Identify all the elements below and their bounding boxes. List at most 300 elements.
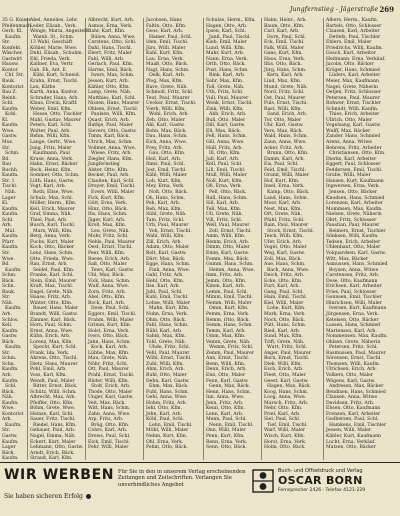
advertisement xyxy=(0,462,400,516)
directory-entry: Emm, Karl, Gastw. xyxy=(206,250,250,256)
directory-entry: Fell, Hans, Schm. xyxy=(206,134,247,140)
directory-entry: Lüth, Hans, Gastw. xyxy=(30,178,75,184)
directory-entry: Ohlsen, Grete, Näherin xyxy=(326,339,381,345)
directory-entry: Kl. xyxy=(2,201,9,207)
directory-entry: Lucht, Erna, Verkäuf. xyxy=(326,439,376,445)
directory-entry: Jürs, Willi, Maler xyxy=(146,45,186,51)
directory-entry: Gonnsen, Emil, Tischler xyxy=(326,295,382,301)
directory-entry: Kohl. xyxy=(5,112,17,118)
directory-entry: Reimers, Ernst, Tischler xyxy=(329,228,386,234)
directory-entry: Otto, Frieda, Wwe. xyxy=(30,256,75,262)
directory-entry: Vogel, Otto, Maler xyxy=(264,245,307,251)
directory-entry: Umm, Max, Kfm. xyxy=(206,334,246,340)
directory-entry: Jungfernstieg xyxy=(88,162,120,168)
directory-entry: Wahl, Willi, Kfm. xyxy=(146,234,185,240)
directory-entry: Ebsen, Otto, Kaufmann xyxy=(326,406,381,412)
directory-entry: Bendixen, Hans, Schmied xyxy=(326,389,386,395)
ad-tagline xyxy=(4,493,91,500)
directory-entry: Kaufm. xyxy=(2,400,19,406)
directory-entry: Volquardsen, Karl, Gastw. xyxy=(326,250,387,256)
directory-entry: Petersen, Fritz, Schl. xyxy=(329,345,378,351)
directory-entry: Kaufm. xyxy=(5,34,22,40)
directory-entry: Schl. xyxy=(5,384,17,390)
directory-entry: Thomsen, Willi, Kaufm. xyxy=(326,361,381,367)
directory-entry: Geest, Karl, Gastw. xyxy=(264,378,309,384)
directory-entry: Bd. xyxy=(2,156,10,162)
directory-entry: Dietz, Hans, Maurer xyxy=(30,361,78,367)
directory-entry: Bock, Karl, Arb. xyxy=(88,300,126,306)
directory-entry: Sauer, Fritz, Tischl. xyxy=(30,417,76,423)
directory-entry: Näh. xyxy=(2,395,14,401)
directory-entry: Voh, Ernst, Tischl. xyxy=(149,228,192,234)
directory-entry: Gastw. xyxy=(2,134,18,140)
directory-entry: Nuhn, Erna, Verk. xyxy=(146,311,189,317)
directory-entry: Wendt, Paul, Maler xyxy=(30,378,75,384)
directory-entry: Str. xyxy=(2,350,11,356)
directory-entry: Schm. xyxy=(2,273,17,279)
directory-entry: Ohl, Erna, Verk. xyxy=(146,439,184,445)
directory-entry: Engel, Grete, Näh. xyxy=(30,289,74,295)
directory-entry: Grund, Willi, Maler xyxy=(264,173,309,179)
directory-entry: Kaufm. xyxy=(2,106,19,112)
directory-entry: Lorenz, Max, Kfm. xyxy=(30,339,73,345)
directory-entry: Gahl, Fritz, Arb. xyxy=(146,273,184,279)
directory-entry: Frenzen, Karl, Arbeiter xyxy=(326,411,381,417)
directory-entry: Claasen, Karl, Arbeiter xyxy=(326,29,380,35)
directory-entry: Hemm, Anna, Wwe. xyxy=(209,267,256,273)
directory-entry: Arb. xyxy=(2,417,12,423)
directory-entry: Mühl, Willi, Maler xyxy=(146,428,189,434)
directory-entry: Gött, Erna, Verk. xyxy=(88,201,128,207)
company-name: OSCAR BORN xyxy=(278,474,363,487)
directory-entry: Dose, Paul, Schl. xyxy=(91,306,131,312)
directory-entry: Zimmer, Karl, Bäck. xyxy=(30,317,77,323)
directory-entry: Iwers, Max, Schm. xyxy=(91,73,135,79)
directory-entry: Lau, Erna, Verk. xyxy=(146,56,184,62)
directory-entry: Kruse, Anna, Verk. xyxy=(30,156,74,162)
directory-entry: Bülow, Anna, Wwe. xyxy=(91,34,136,40)
directory-entry: Wiese, Fritz, Arb. xyxy=(91,151,132,157)
directory-entry: Sommer, Otto, Schm. xyxy=(30,173,80,179)
directory-entry: Tews, Karl, Gastw. xyxy=(91,267,134,273)
directory-entry: Pahl, Hans, Schm. xyxy=(146,323,189,329)
directory-entry: Bolt, Karl, Gastw. xyxy=(146,250,187,256)
directory-entry: Schn. xyxy=(2,284,16,290)
directory-entry: Lohse, Willi, Maler xyxy=(146,300,191,306)
directory-entry: 35 G. Kniesc xyxy=(2,18,32,23)
directory-entry: Nenn, Emil, Tischl. xyxy=(209,422,254,428)
directory-entry: Ahl, Karl, Gastw. xyxy=(146,123,185,129)
directory-entry: Eckert, Kurt, Maler xyxy=(30,439,76,445)
directory-entry: Rühl, Karl, Arb. xyxy=(146,328,183,334)
page-header xyxy=(290,4,394,16)
directory-entry: Jacobs, Otto, Bäcker xyxy=(326,62,374,68)
directory-entry: Krahn, Ernst, Tischl. xyxy=(30,79,79,85)
directory-entry: Egge, Hans, Schm. xyxy=(146,262,191,268)
directory-entry: Wulff, Max, Bäcker xyxy=(326,128,371,134)
directory-entry: Hinrichsen, Willi, Maler xyxy=(326,300,382,306)
directory-entry: Detlefs, Paul, Tischler xyxy=(329,34,381,40)
directory-entry: Teich, Willi, Kfm. xyxy=(264,234,304,240)
directory-entry: Semm, Hans, Schm. xyxy=(206,323,253,329)
directory-entry: Schm. xyxy=(5,151,20,157)
directory-entry: Kaufm. xyxy=(5,422,22,428)
directory-entry: Loh, Kurt, Kfm. xyxy=(146,178,182,184)
directory-entry: Ivers, Otto, Bäck. xyxy=(88,334,129,340)
directory-entry: Vollmer, Anna, Wwe. xyxy=(88,145,137,151)
directory-entry: Fick, Kurt, Kfm. xyxy=(88,195,126,201)
directory-entry: Well, Paul, Maurer xyxy=(206,223,250,229)
directory-entry: Vers, Max, Bäck. xyxy=(264,128,303,134)
directory-entry: Wwe. xyxy=(2,256,15,262)
ad-tagline-text: Sie haben sicheren Erfolg xyxy=(4,493,83,500)
directory-entry: Kontorist xyxy=(2,84,24,90)
directory-entry: Ecke, Otto, Kfm. xyxy=(264,278,303,284)
directory-entry: Sahm, Max, Kfm. xyxy=(146,334,187,340)
directory-entry: Kröger, Hans, Schmied xyxy=(326,67,380,73)
directory-entry: Hansen, Kurt, Kaufmann xyxy=(326,178,384,184)
directory-entry: Tam, Fritz, Schl. xyxy=(146,217,185,223)
directory-entry: Zoll, Max, Bäck. xyxy=(264,256,302,262)
directory-entry: Andresen, Max, Bäcker xyxy=(329,384,384,390)
page-number: 269 xyxy=(379,5,394,14)
directory-entry: Fries, Paul, Schlosser xyxy=(326,289,377,295)
directory-entry: Rau, Ernst, Arb. xyxy=(30,262,68,268)
directory-entry: Horn, Paul, Schm. xyxy=(30,323,73,329)
directory-entry: Nagl, Hans, Schm. xyxy=(146,67,190,73)
directory-entry: Peh, Karl, Arb. xyxy=(146,201,181,207)
directory-entry: Winter, Otto, Kfm. xyxy=(30,300,73,306)
directory-entry: Sühl, Grete, Näh. xyxy=(146,212,187,218)
directory-entry: Fenn, Karl, Gastw. xyxy=(206,378,249,384)
directory-entry: Kenn, Otto, Kfm. xyxy=(206,406,245,412)
directory-entry: Mommsen, Max, Kaufm. xyxy=(326,206,383,212)
directory-entry: Bau xyxy=(2,162,12,168)
directory-entry: Nagel, Grete, Näherin xyxy=(326,84,378,90)
directory-entry: Mus. xyxy=(2,140,14,146)
directory-entry: Peer, Willi, Kfm. xyxy=(88,250,126,256)
directory-entry: Kaufm. xyxy=(2,212,19,218)
directory-entry: Schmidt, Willi, Kaufm. xyxy=(326,106,379,112)
directory-entry: Albrecht, Max, Arb. xyxy=(30,395,76,401)
directory-entry: Goos, Karl, Arb. xyxy=(146,29,184,35)
directory-entry: Kaufm. xyxy=(2,328,19,334)
directory-entry: Dorn, Paul, Schl. xyxy=(267,34,307,40)
directory-entry: Schl. xyxy=(2,217,14,223)
directory-entry: Schmoll, Fritz, Schl. xyxy=(146,90,194,96)
directory-entry: Damm, Karl, Arb. xyxy=(264,156,305,162)
directory-entry: Gau, Otto, Kfm. xyxy=(149,151,186,157)
directory-entry: Jung, Fritz, Maler xyxy=(30,145,72,151)
directory-entry: Ehl, Frieda, Verk. xyxy=(30,56,71,62)
directory-entry: Reh, Max, Kfm. xyxy=(146,206,182,212)
directory-entry: Konfekt. xyxy=(2,45,22,51)
directory-entry: Wurt, Fritz, Schl. xyxy=(267,345,308,351)
directory-entry: Hagen, Otto, Arb. xyxy=(206,23,248,29)
directory-entry: Bartels, Otto, Schlosser xyxy=(326,23,382,29)
directory-entry: Abel, Annelies, Lehr. xyxy=(30,18,79,23)
directory-entry: Erichsen, Karl, Arbeiter xyxy=(326,284,382,290)
directory-entry: Bahr, Karl, Kfm. xyxy=(88,29,126,35)
directory-entry: Ahm, Erich, Arb. xyxy=(146,367,185,373)
directory-entry: Pehm, Otto, Bäck. xyxy=(146,445,188,451)
directory-entry: Henn, Hans, Schm. xyxy=(206,389,252,395)
directory-entry: Wald, Hans, Schm. xyxy=(264,134,308,140)
directory-entry: Lorenzen, Karl, Arbeiter xyxy=(326,201,383,207)
directory-entry: Kaufm. xyxy=(5,345,22,351)
directory-entry: Ibs, Hans, Schm. xyxy=(88,212,128,218)
directory-entry: Mohr, Fritz, Schl. xyxy=(88,234,129,240)
directory-entry: Nest, Max, Kfm. xyxy=(264,206,302,212)
directory-entry: Pfeiffer, Otto, Kfm. xyxy=(30,400,74,406)
directory-entry: Ost, Paul, Maurer xyxy=(264,95,306,101)
directory-entry: Aue, Hans, Schm. xyxy=(264,262,306,268)
directory-entry: Ingwersen, Erna, Verk. xyxy=(326,184,380,190)
directory-entry: Nord, Fritz, Schl. xyxy=(264,90,305,96)
directory-entry: Dose, Otto, Kaufmann xyxy=(326,278,378,284)
directory-entry: Hesse, Otto, Tischler xyxy=(33,112,83,118)
directory-entry: Esch, Erich, Arb. xyxy=(264,367,304,373)
directory-entry: Kiel, Willi, Maler xyxy=(264,300,304,306)
directory-entry: Zink, Willi, Kfm. xyxy=(206,106,244,112)
directory-entry: Behrens, Fritz, Arbeiter xyxy=(326,145,382,151)
directory-entry: Thies, Erich, Arbeiter xyxy=(329,112,380,118)
directory-entry: Jost, Emil, Tischl. xyxy=(146,167,187,173)
directory-entry: Oelk, Karl, Arb. xyxy=(149,73,186,79)
directory-entry: Kaufm. xyxy=(2,456,19,462)
directory-entry: Renn, Erna, Verk. xyxy=(206,439,248,445)
directory-entry: Feld, Emil, Tischl. xyxy=(264,167,306,173)
directory-entry: Cohrs, Karl, Arb. xyxy=(88,428,128,434)
directory-entry: 13 Wahl, Geschäft xyxy=(30,40,73,46)
directory-entry: Wenge, Maria, Angestellt xyxy=(30,29,90,35)
directory-entry: Gastwirt xyxy=(2,56,23,62)
directory-entry: Pust, Hans, Schm. xyxy=(206,67,249,73)
directory-entry: Godbersen, Paul, Schl. xyxy=(326,417,379,423)
directory-entry: Benn, Willi, Kfm. xyxy=(206,361,246,367)
directory-entry: Wisch, Kurt, Kfm. xyxy=(264,434,306,440)
directory-entry: Dimm, Otto, Maler xyxy=(206,245,250,251)
directory-entry: Ebert, Fritz, Maler xyxy=(88,51,132,57)
directory-entry: Urb, Paul, Maurer xyxy=(146,223,189,229)
directory-entry: Kaufm. xyxy=(5,306,22,312)
directory-entry: Haus, Erna, Verk. xyxy=(264,56,306,62)
directory-entry: Fuhl, Hans, Schm. xyxy=(146,389,189,395)
directory-entry: Pohl, Emil, Arb. xyxy=(30,367,67,373)
directory-entry: Schl. xyxy=(2,101,14,107)
directory-entry: Hahn, Ernst, Bäcker xyxy=(30,162,78,168)
directory-entry: Acker, Fritz, Arb. xyxy=(264,145,304,151)
directory-entry: Frahm, Willi, Maler xyxy=(88,317,134,323)
directory-entry: Uth, Fritz, Schl. xyxy=(206,90,244,96)
directory-entry: Ohrt, Fritz, Schlosser xyxy=(326,217,377,223)
directory-entry: Lamp, Grete, Näh. xyxy=(88,90,132,96)
directory-entry: Vogelsang, Karl, Gastw. xyxy=(326,123,381,129)
directory-entry: Bau Z. xyxy=(2,90,18,96)
directory-entry: Ill, Otto, Kfm. xyxy=(209,151,241,157)
directory-entry: Denn, Erich, Arb. xyxy=(206,367,247,373)
directory-entry: Dau, Hans, Schm. xyxy=(146,134,188,140)
directory-entry: Jenn, Fritz, Arb. xyxy=(206,400,244,406)
directory-entry: Peters, Karl, Schl. xyxy=(30,123,73,129)
directory-entry: Jäger, Karl, Arb. xyxy=(88,217,126,223)
directory-entry: Schrader, Hans, Arb. xyxy=(30,95,79,101)
directory-entry: Frank, Ida, Verk. xyxy=(30,350,70,356)
directory-column-6 xyxy=(262,18,324,460)
directory-entry: Kähler, Otto, Kfm. xyxy=(88,84,131,90)
directory-entry: Jessen, Kurt, Arb. xyxy=(88,79,130,85)
directory-entry: Toll, Grete, Näh. xyxy=(206,84,245,90)
directory-entry: Kuhl, Emil, Tischl. xyxy=(146,295,189,301)
directory-entry: Lübbe, Max, Kfm. xyxy=(88,350,130,356)
directory-entry: Eis, Paul, Schl. xyxy=(264,162,299,168)
directory-entry: Matthies, Karl, Schl. xyxy=(88,95,136,101)
directory-entry: Feddersen, Emil, Tischl. xyxy=(326,167,383,173)
directory-entry: Vemm, Grete, Näh. xyxy=(206,339,251,345)
directory-entry: Klaus, Erwin, Kraftf. xyxy=(30,101,78,107)
directory-entry: Nagel, Emma, Näh. xyxy=(30,434,76,440)
directory-entry: Veit, Max, Bäck. xyxy=(88,400,126,406)
directory-entry: Str. xyxy=(2,295,11,301)
directory-entry: Duhl, Elisab., Schuhm. xyxy=(30,51,84,57)
directory-entry: Fehr, Willi, Maler xyxy=(88,445,129,451)
directory-entry: Ulrich, Max, Schm. xyxy=(88,140,133,146)
running-head: Jungfernstieg - Jägerstraße xyxy=(290,6,379,13)
directory-entry: Paulsen, Willi, Kfm. xyxy=(91,112,137,118)
directory-entry: Nolt, Otto, Bäck. xyxy=(149,189,189,195)
directory-entry: Bauer, Hans, Maler xyxy=(33,306,79,312)
directory-entry: Furt, Karl, Arb. xyxy=(264,284,300,290)
directory-entry: Wwe. xyxy=(2,406,15,412)
directory-entry: Amm, Willi, Kfm. xyxy=(206,234,246,240)
directory-entry: Ullrich, Otto, Maler xyxy=(326,117,372,123)
directory-entry: Wemm, Fritz, Schl. xyxy=(209,345,254,351)
directory-entry: Bäck. xyxy=(2,389,15,395)
directory-entry: Imm, Fritz, Arb. xyxy=(206,273,244,279)
directory-entry: Quast, Erich, Arb. xyxy=(88,117,130,123)
directory-entry: Orth, Otto, Bäck. xyxy=(206,62,246,68)
directory-entry: Kroll, Max, Kfm. xyxy=(88,223,127,229)
directory-entry: Claußen, Karl, Schl. xyxy=(88,178,135,184)
directory-entry: Adam, Otto, Maler xyxy=(146,245,190,251)
directory-entry: Roth, Elise, Wwe. xyxy=(33,189,75,195)
directory-entry: Busch, Karl, Tischl. xyxy=(30,223,76,229)
directory-entry: Reinh. xyxy=(2,95,18,101)
directory-entry: Stein, Emil, Maurer xyxy=(30,278,77,284)
directory-entry: Nielsen, Grete, Näherin xyxy=(326,212,382,218)
directory-entry: Ohm, Otto, Bäck. xyxy=(146,317,187,323)
directory-entry: Lassen, Hans, Schmied xyxy=(326,323,381,329)
bullet-icon xyxy=(86,494,91,499)
directory-entry: Remm, Otto, Bäck. xyxy=(206,317,250,323)
directory-entry: Kaufm. xyxy=(2,367,19,373)
directory-entry: Bull, Otto, Maler xyxy=(206,117,246,123)
directory-entry: Ritter, Ernst, Bäck. xyxy=(33,384,78,390)
directory-entry: Heinze, Karl, Schl. xyxy=(30,411,74,417)
directory-entry: Dierks, Karl, Arbeiter xyxy=(326,156,377,162)
directory-entry: Noll, Kurt, Kfm. xyxy=(206,178,243,184)
directory-entry: Graf, Emma, Näh. xyxy=(30,212,72,218)
directory-entry: Arp, Fritz, Arb. xyxy=(88,417,124,423)
directory-entry: Hain, Emil, Tischl. xyxy=(264,295,308,301)
directory-entry: Str. xyxy=(2,40,11,46)
directory-entry: Evers, Willi, Maler xyxy=(91,189,135,195)
directory-entry: Str. xyxy=(2,428,11,434)
directory-entry: Martensen, Karl, Arb. xyxy=(326,328,377,334)
directory-entry: Uhr, Karl, Gastw. xyxy=(264,123,304,129)
directory-entry: Tedsen, Erich, Arbeiter xyxy=(326,239,381,245)
directory-entry: Kl. xyxy=(2,117,9,123)
ad-headline: WIR WERBEN xyxy=(4,467,115,483)
directory-entry: Eick, Emil, Tischl. xyxy=(88,439,131,445)
directory-entry: Prahl, Ernst, Tischl. xyxy=(88,373,135,378)
directory-entry: Matzen, Otto, Bäcker xyxy=(326,445,376,451)
directory-entry: Ilse, Karl, Arb. xyxy=(146,284,180,290)
directory-entry: Wulf, Anna, Wwe. xyxy=(88,284,130,290)
directory-entry: Lange, Gertr., Wwe. xyxy=(30,140,77,146)
directory-entry: Mahl, Gustav, Maurer xyxy=(30,117,81,123)
directory-entry: Hinz, Otto, Bäck. xyxy=(88,206,128,212)
directory-entry: Hamkens, Emil, Tischler xyxy=(329,422,387,428)
directory-entry: Strauß, Karl, Kfm. xyxy=(30,456,73,462)
directory-entry: Kimm, Karl, Arb. xyxy=(206,284,246,290)
directory-entry: Meier, Max, Kaufmann xyxy=(326,79,380,85)
directory-column-7 xyxy=(324,18,400,460)
directory-entry: Zell, Ernst, Tischl. xyxy=(209,228,252,234)
directory-entry: Zuhl, Willi, Kfm. xyxy=(146,361,184,367)
directory-entry: Köhler, Marie, Wwe. xyxy=(30,45,78,51)
directory-entry: Beck, Heinz, Kfm. xyxy=(30,167,72,173)
directory-entry: Enn, Otto, Maler xyxy=(206,373,246,378)
directory-entry: Arndt, Erich, Bäck. xyxy=(30,450,75,456)
directory-entry: Omm, Kurt, Kfm. xyxy=(209,306,249,312)
directory-entry: Baum, Otto, Kfm. xyxy=(264,23,305,29)
directory-entry: Tor, Otto, Maler xyxy=(264,117,302,123)
directory-entry: Unger, Karl, Gastw. xyxy=(88,395,134,401)
directory-entry: Grimm, Kurt, Kfm. xyxy=(88,323,132,329)
directory-entry: Fleet, Otto, Maler xyxy=(264,373,306,378)
directory-entry: Loog, Anna, Wwe. xyxy=(264,395,307,401)
directory-entry: Sand, Erich, Arb. xyxy=(267,112,308,118)
directory-column-3 xyxy=(86,18,144,460)
directory-entry: Vogt, Karl, Arb. xyxy=(30,184,67,190)
directory-entry: Pfahl, Fritz, Schl. xyxy=(264,217,305,223)
directory-entry: Näh. xyxy=(2,300,14,306)
directory-entry: Kähl, Willi, Maler xyxy=(146,173,187,179)
directory-entry: Lüders, Karl, Arbeiter xyxy=(329,73,381,79)
directory-entry: Fuchs, Kurt, Maler xyxy=(30,239,75,245)
directory-entry: Mahr, Kurt, Arb. xyxy=(206,51,245,57)
directory-entry: Kraft, Max, Tischl. xyxy=(30,284,74,290)
directory-entry: Menn, Paul, Schl. xyxy=(206,417,247,423)
directory-entry: Tief, Emil, Tischl. xyxy=(267,422,308,428)
directory-entry: Jacobsen, Hans xyxy=(146,18,182,23)
directory-entry: Kieb, Emil, Maler xyxy=(206,40,247,46)
directory-entry: Eggert, Paul, Schlosser xyxy=(326,162,381,168)
directory-entry: Lenz, Hans, Schm. xyxy=(30,250,74,256)
directory-entry: Faltin, Otto, Kfm. xyxy=(146,23,187,29)
directory-entry: Christiansen, Otto, Kfm. xyxy=(329,151,386,157)
directory-entry: Wäscher. xyxy=(2,51,23,57)
directory-entry: Carstensen, Fritz, Arb. xyxy=(326,273,380,279)
directory-entry: Uhl, Max, Bäck. xyxy=(88,273,126,279)
directory-entry: Schulz, Max, Schl. xyxy=(30,195,74,201)
directory-entry: Uhde, Fritz, Schl. xyxy=(149,345,191,351)
directory-entry: Arb. xyxy=(2,223,12,229)
directory-entry: Jensen, Otto, Bäcker xyxy=(329,189,378,195)
directory-entry: Horst, Erna, Verk. xyxy=(264,439,307,445)
directory-entry: Oll, Erna, Verk. xyxy=(206,184,242,190)
